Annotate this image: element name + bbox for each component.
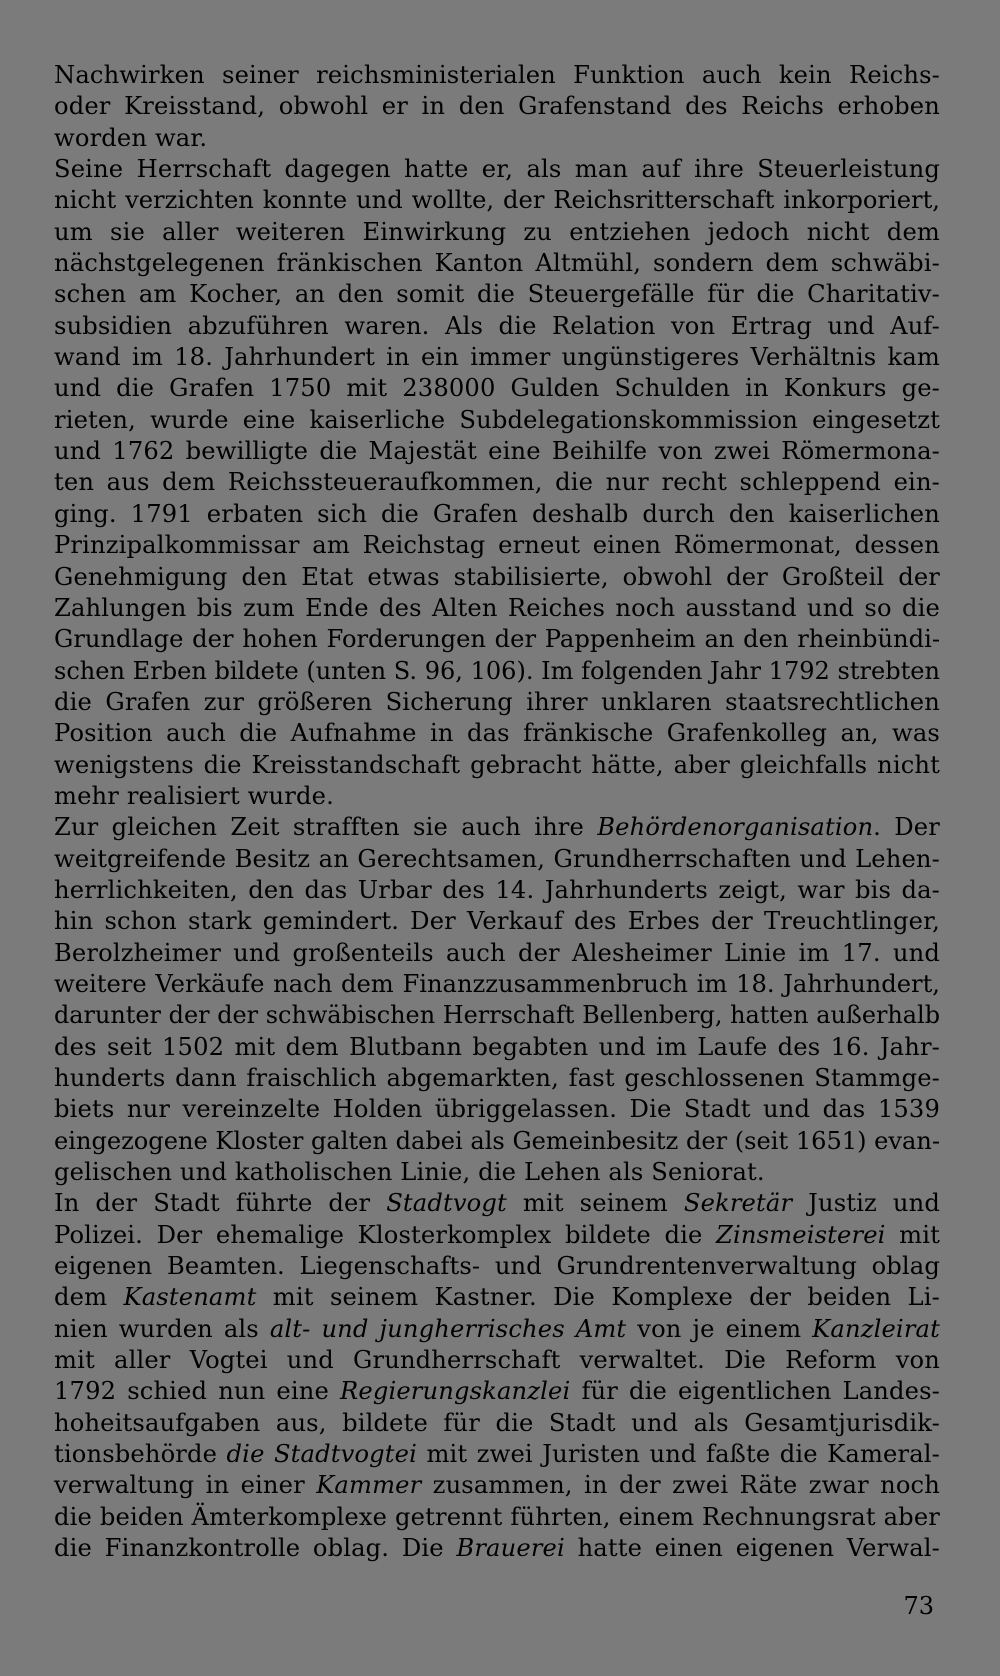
text-line	[54, 279, 940, 310]
line-text: eigenen Beamten. Liegenschafts- und Grundrentenverwaltung oblag	[54, 1252, 940, 1281]
emphasized-term: Behördenorganisation	[597, 813, 874, 842]
line-text: Genehmigung den Etat etwas stabilisierte, obwohl der Großteil der	[54, 562, 940, 591]
line-text: des seit 1502 mit dem Blutbann begabten und im Laufe des 16. Jahr-	[54, 1032, 940, 1061]
text-line	[54, 1220, 940, 1251]
emphasized-term: Kanzleirat	[812, 1314, 940, 1343]
line-text: hunderts dann fraischlich abgemarkten, fast geschlossenen Stammge-	[54, 1064, 940, 1092]
line-text: mit seinem Kastner. Die Komplexe der beiden Li-	[256, 1283, 940, 1312]
text-line	[54, 1314, 940, 1345]
line-text: Justiz und	[792, 1189, 940, 1218]
text-line	[54, 405, 940, 436]
text-line	[54, 1439, 940, 1470]
text-line	[54, 1533, 940, 1564]
line-text: herrlichkeiten, den das Urbar des 14. Jahrhunderts zeigt, war bis da-	[54, 875, 940, 904]
line-text: tionsbehörde	[54, 1440, 227, 1469]
text-line	[54, 938, 940, 969]
line-text: 1792 schied nun eine	[54, 1377, 340, 1406]
line-text: wenigstens die Kreisstandschaft gebracht hätte, aber gleichfalls nicht	[54, 750, 940, 779]
text-line	[54, 467, 940, 498]
text-line	[54, 1094, 940, 1125]
text-line	[54, 812, 940, 843]
text-line	[54, 656, 940, 687]
line-text: hin schon stark gemindert. Der Verkauf des Erbes der Treuchtlinger,	[54, 907, 940, 936]
text-line	[54, 185, 940, 216]
line-text: gelischen und katholischen Linie, die Lehen als Seniorat.	[54, 1158, 765, 1187]
line-text: Nachwirken seiner reichsministerialen Funktion auch kein Reichs-	[54, 61, 940, 89]
line-text: worden war.	[54, 123, 208, 152]
line-text: mit	[885, 1220, 940, 1249]
line-text: darunter der der schwäbischen Herrschaft Bellenberg, hatten außerhalb	[54, 1001, 940, 1030]
text-line	[54, 530, 940, 561]
line-text: zusammen, in der zwei Räte zwar noch	[421, 1471, 940, 1500]
text-line	[54, 217, 940, 248]
line-text: weitere Verkäufe nach dem Finanzzusammenbruch im 18. Jahrhundert,	[54, 969, 940, 998]
line-text: um sie aller weiteren Einwirkung zu entziehen jedoch nicht dem	[54, 217, 940, 246]
line-text: . Der	[873, 813, 940, 842]
line-text: ging. 1791 erbaten sich die Grafen deshalb durch den kaiserlichen	[54, 499, 940, 528]
page-body	[54, 60, 940, 1565]
emphasized-term: die Stadtvogtei	[226, 1440, 418, 1469]
line-text: nächstgelegenen fränkischen Kanton Altmühl, sondern dem schwäbi-	[54, 249, 940, 278]
emphasized-term: Stadtvogt	[386, 1189, 507, 1218]
line-text: hoheitsaufgaben aus, bildete für die Stadt und als Gesamtjurisdik-	[54, 1408, 940, 1437]
emphasized-term: alt- und jungherrisches Amt	[269, 1314, 627, 1343]
line-text: mit seinem	[506, 1189, 684, 1218]
line-text: ten aus dem Reichssteueraufkommen, die nur recht schleppend ein-	[54, 468, 940, 497]
text-line	[54, 499, 940, 530]
line-text: verwaltung in einer	[54, 1471, 317, 1500]
emphasized-term: Zinsmeisterei	[716, 1220, 886, 1249]
text-line	[54, 1032, 940, 1063]
line-text: dem	[54, 1283, 124, 1312]
line-text: weitgreifende Besitz an Gerechtsamen, Grundherrschaften und Lehen-	[54, 844, 940, 873]
text-line	[54, 1188, 940, 1219]
text-line	[54, 969, 940, 1000]
line-text: eingezogene Kloster galten dabei als Gemeinbesitz der (seit 1651) evan-	[54, 1126, 940, 1155]
line-text: biets nur vereinzelte Holden übriggelassen. Die Stadt und das 1539	[54, 1095, 940, 1124]
line-text: Zur gleichen Zeit strafften sie auch ihre	[54, 813, 598, 842]
emphasized-term: Regierungskanzlei	[340, 1377, 571, 1406]
emphasized-term: Kastenamt	[123, 1283, 257, 1312]
line-text: schen am Kocher, an den somit die Steuergefälle für die Charitativ-	[54, 280, 940, 309]
text-line	[54, 1251, 940, 1282]
text-line	[54, 718, 940, 749]
text-line	[54, 687, 940, 718]
text-line	[54, 875, 940, 906]
text-line	[54, 1282, 940, 1313]
line-text: mit aller Vogtei und Grundherrschaft verwaltet. Die Reform von	[54, 1346, 940, 1375]
text-line	[54, 1000, 940, 1031]
line-text: und 1762 bewilligte die Majestät eine Beihilfe von zwei Römermona-	[54, 437, 940, 466]
line-text: schen Erben bildete (unten S. 96, 106). Im folgenden Jahr 1792 strebten	[54, 656, 940, 685]
text-line	[54, 906, 940, 937]
line-text: nien wurden als	[54, 1314, 270, 1343]
emphasized-term: Brauerei	[456, 1534, 565, 1563]
line-text: mehr realisiert wurde.	[54, 781, 334, 810]
line-text: die beiden Ämterkomplexe getrennt führten, einem Rechnungsrat aber	[54, 1502, 940, 1531]
text-line	[54, 1376, 940, 1407]
text-line	[54, 1408, 940, 1439]
line-text: von je einem	[626, 1314, 813, 1343]
text-line	[54, 1126, 940, 1157]
text-line	[54, 1157, 940, 1188]
text-line	[54, 1470, 940, 1501]
line-text: Seine Herrschaft dagegen hatte er, als man auf ihre Steuerleistung	[54, 155, 940, 184]
text-line	[54, 562, 940, 593]
line-text: für die eigentlichen Landes-	[570, 1377, 940, 1406]
line-text: Polizei. Der ehemalige Klosterkomplex bildete die	[54, 1220, 717, 1249]
line-text: rieten, wurde eine kaiserliche Subdelegationskommission eingesetzt	[54, 405, 940, 434]
text-line	[54, 781, 940, 812]
text-line	[54, 593, 940, 624]
line-text: Berolzheimer und großenteils auch der Alesheimer Linie im 17. und	[54, 938, 940, 967]
text-line	[54, 844, 940, 875]
text-line	[54, 1502, 940, 1533]
text-line	[54, 1063, 940, 1094]
line-text: In der Stadt führte der	[54, 1189, 387, 1218]
line-text: nicht verzichten konnte und wollte, der Reichsritterschaft inkorporiert,	[54, 186, 940, 215]
text-line	[54, 91, 940, 122]
line-text: hatte einen eigenen Verwal-	[564, 1534, 940, 1563]
text-line	[54, 123, 940, 154]
line-text: mit zwei Juristen und faßte die Kameral-	[417, 1440, 940, 1469]
text-line	[54, 248, 940, 279]
emphasized-term: Sekretär	[683, 1189, 793, 1218]
line-text: Zahlungen bis zum Ende des Alten Reiches noch ausstand und so die	[54, 593, 940, 622]
line-text: die Grafen zur größeren Sicherung ihrer unklaren staatsrechtlichen	[54, 687, 940, 716]
line-text: Prinzipalkommissar am Reichstag erneut einen Römermonat, dessen	[54, 531, 940, 560]
line-text: Grundlage der hohen Forderungen der Pappenheim an den rheinbündi-	[54, 625, 940, 654]
emphasized-term: Kammer	[316, 1471, 422, 1500]
line-text: Position auch die Aufnahme in das fränkische Grafenkolleg an, was	[54, 719, 940, 748]
page-number: 73	[903, 1592, 934, 1620]
text-line	[54, 1345, 940, 1376]
line-text: wand im 18. Jahrhundert in ein immer ungünstigeres Verhältnis kam	[54, 343, 940, 372]
line-text: die Finanzkontrolle oblag. Die	[54, 1534, 457, 1563]
line-text: subsidien abzuführen waren. Als die Relation von Ertrag und Auf-	[54, 311, 940, 340]
text-line	[54, 154, 940, 185]
text-line	[54, 436, 940, 467]
text-line	[54, 342, 940, 373]
text-line	[54, 624, 940, 655]
text-line	[54, 60, 940, 91]
text-line	[54, 311, 940, 342]
line-text: und die Grafen 1750 mit 238000 Gulden Schulden in Konkurs ge-	[54, 374, 940, 403]
text-line	[54, 750, 940, 781]
line-text: oder Kreisstand, obwohl er in den Grafenstand des Reichs erhoben	[54, 92, 940, 121]
text-line	[54, 373, 940, 404]
